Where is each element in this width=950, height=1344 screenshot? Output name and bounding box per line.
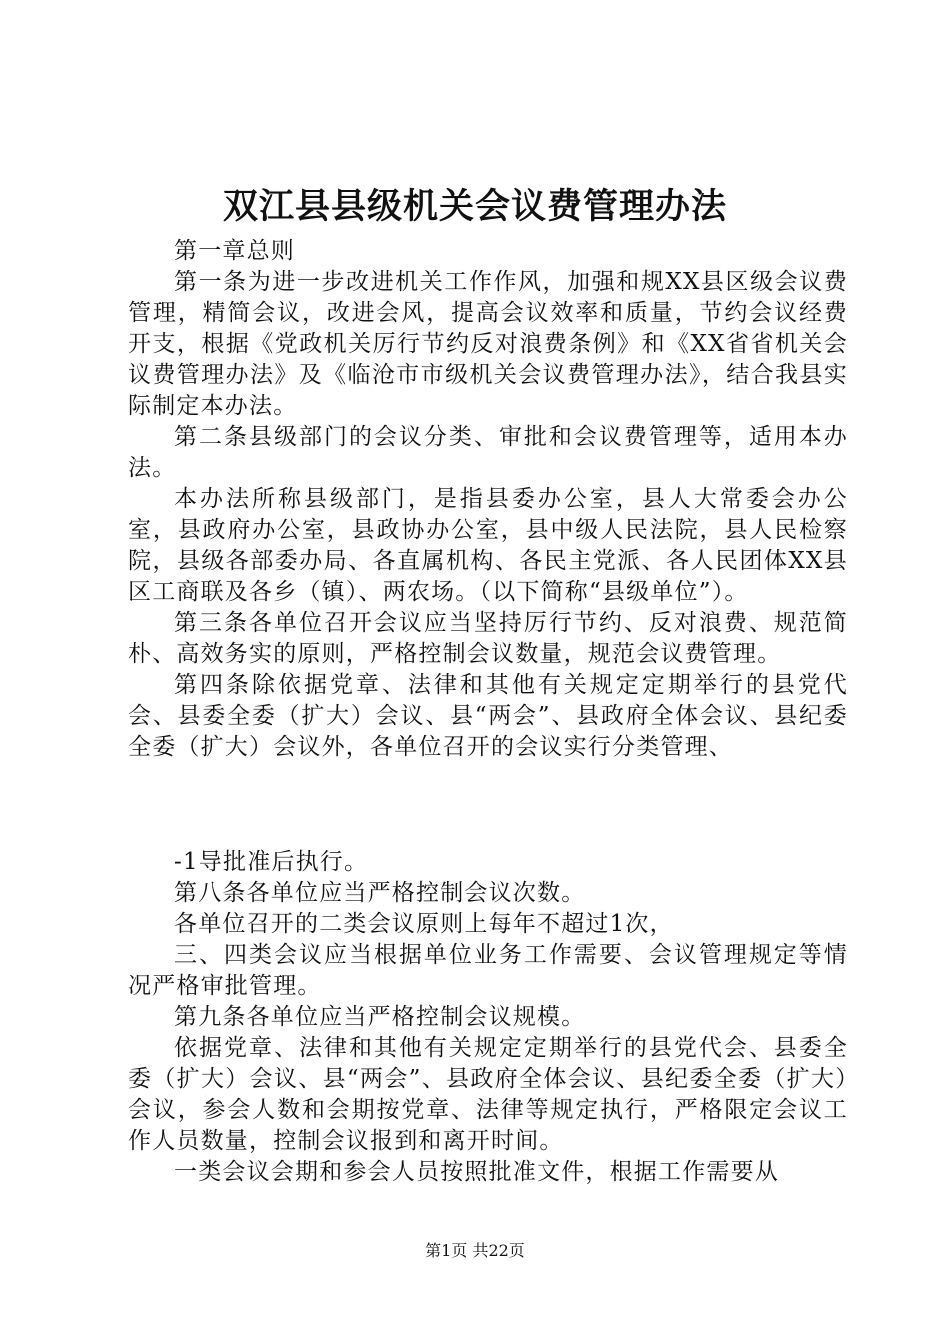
- scope-definition-paragraph: 本办法所称县级部门，是指县委办公室，县人大常委会办公室，县政府办公室，县政协办公室，县中级人民法院，县人民检察院，县级各部委办局、各直属机构、各民主党派、各人民团体XX县区工商联及各乡（镇）、两农场。（以下简称“县级单位”）。: [128, 486, 848, 605]
- meeting-scale-paragraph: 依据党章、法律和其他有关规定定期举行的县党代会、县委全委（扩大）会议、县“两会”、县政府全体会议、县纪委全委（扩大）会议，参会人数和会期按党章、法律等规定执行，严格限定会议工作人员数量，控制会议报到和离开时间。: [128, 1035, 848, 1154]
- body-text-bottom: [128, 847, 848, 1188]
- class-1-meeting-paragraph: 一类会议会期和参会人员按照批准文件，根据工作需要从: [174, 1159, 779, 1185]
- article-2-paragraph: 第二条县级部门的会议分类、审批和会议费管理等，适用本办法。: [128, 424, 848, 481]
- article-3-paragraph: 第三条各单位召开会议应当坚持厉行节约、反对浪费、规范简朴、高效务实的原则，严格控制会议数量，规范会议费管理。: [128, 610, 848, 667]
- fragment-paragraph: -1导批准后执行。: [174, 849, 369, 875]
- class-2-meeting-paragraph: 各单位召开的二类会议原则上每年不超过1次，: [174, 911, 674, 937]
- article-8-paragraph: 第八条各单位应当严格控制会议次数。: [174, 880, 586, 906]
- document-title: 双江县县级机关会议费管理办法: [222, 186, 727, 227]
- body-text-top: [128, 236, 848, 763]
- article-1-paragraph: 第一条为进一步改进机关工作作风，加强和规XX县区级会议费管理，精简会议，改进会风，提高会议效率和质量，节约会议经费开支，根据《党政机关厉行节约反对浪费条例》和《XX省省机关会议费管理办法》及《临沧市市级机关会议费管理办法》，结合我县实际制定本办法。: [128, 269, 848, 419]
- class-3-4-meeting-paragraph: 三、四类会议应当根据单位业务工作需要、会议管理规定等情况严格审批管理。: [128, 942, 848, 999]
- page-footer: 第1页 共22页: [425, 1241, 525, 1260]
- chapter-heading: 第一章总则: [174, 238, 295, 264]
- article-9-paragraph: 第九条各单位应当严格控制会议规模。: [174, 1004, 586, 1030]
- article-4-paragraph: 第四条除依据党章、法律和其他有关规定定期举行的县党代会、县委全委（扩大）会议、县“两会”、县政府全体会议、县纪委全委（扩大）会议外，各单位召开的会议实行分类管理、: [128, 672, 848, 760]
